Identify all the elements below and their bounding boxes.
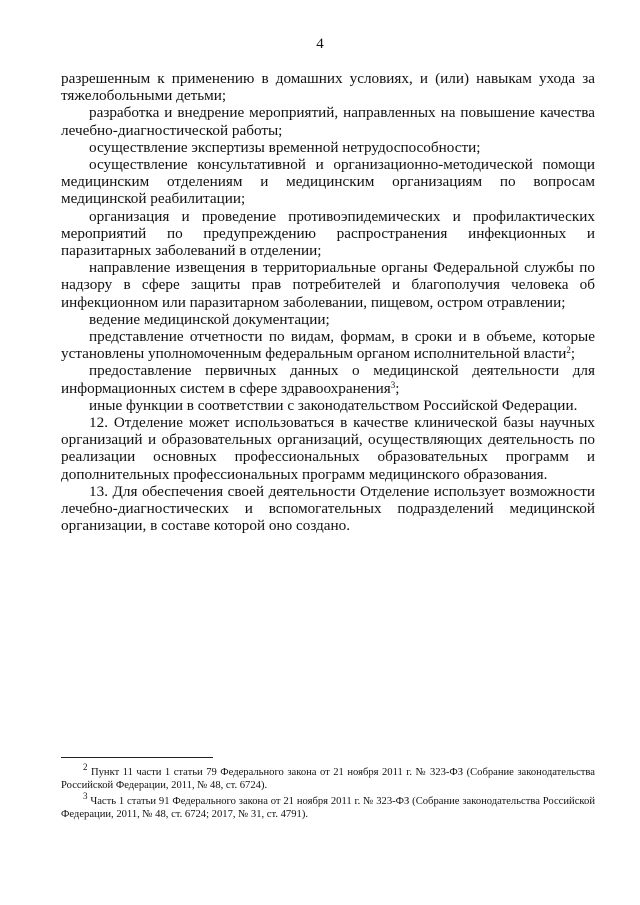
footnote-3: [61, 790, 595, 822]
footnote-ref-2[interactable]: 2: [566, 345, 571, 356]
footnote-ref-3[interactable]: 3: [390, 379, 396, 390]
paragraph-primary-data: [61, 362, 595, 396]
footnotes: [61, 762, 595, 824]
footnote-separator: [61, 757, 213, 758]
footnote-3-text: Часть 1 статьи 91 Федерального закона от 21 ноября 2011 г. № 323-ФЗ (Собрание законодательства Российской Федерации, 2011, № 48, ст. 6724; 2017, № 31, ст. 4791).: [61, 795, 595, 821]
footnote-2: [61, 762, 595, 793]
footnote-3-marker: 3: [83, 790, 88, 801]
paragraph-reporting: [61, 328, 595, 362]
footnote-2-text: Пункт 11 части 1 статьи 79 Федерального закона от 21 ноября 2011 г. № 323-ФЗ (Собрание законодательства Российской Федерации, 2011, № 48, ст. 6724).: [61, 767, 595, 792]
paragraph-continuation: разрешенным к применению в домашних условиях, и (или) навыкам ухода за тяжелобольными детьми;: [61, 70, 595, 105]
paragraph-disability-expertise: осуществление экспертизы временной нетрудоспособности;: [89, 138, 481, 156]
paragraph-notification: направление извещения в территориальные органы Федеральной службы по надзору в сфере защиты прав потребителей и благополучия человека об инфекционном или паразитарном заболевании, пищевом, остром отравлении;: [61, 259, 595, 311]
footnote-ref-3-tail: ;: [395, 379, 400, 397]
paragraph-consultative-help: осуществление консультативной и организационно-методической помощи медицинским отделениям и медицинским организациям по вопросам медицинской реабилитации;: [61, 156, 595, 208]
paragraph-resources: 13. Для обеспечения своей деятельности Отделение использует возможности лечебно-диагностических и вспомогательных подразделений медицинской организации, в составе которой оно создано.: [61, 482, 595, 535]
footnote-ref-2-tail: ;: [570, 345, 576, 363]
paragraph-primary-data-text: предоставление первичных данных о медицинской деятельности для информационных систем в сфере здравоохранения: [61, 362, 595, 397]
paragraph-epidemic-measures: организация и проведение противоэпидемических и профилактических мероприятий по предупреждению распространения инфекционных и паразитарных заболеваний в отделении;: [61, 207, 595, 260]
paragraph-reporting-text: представление отчетности по видам, формам, в сроки и в объеме, которые установлены уполномоченным федеральным органом исполнительной власти: [61, 328, 595, 363]
paragraph-other-functions: иные функции в соответствии с законодательством Российской Федерации.: [89, 396, 578, 414]
page-number: 4: [316, 36, 324, 52]
document-body: [61, 70, 595, 534]
paragraph-clinical-base: 12. Отделение может использоваться в качестве клинической базы научных организаций и образовательных организаций, осуществляющих деятельность по реализации основных профессиональных образовательных программ и дополнительных профессиональных программ медицинского образования.: [61, 414, 595, 483]
footnote-2-marker: 2: [83, 762, 88, 772]
paragraph-quality-improvement: разработка и внедрение мероприятий, направленных на повышение качества лечебно-диагностической работы;: [61, 104, 595, 139]
paragraph-documentation: ведение медицинской документации;: [89, 310, 330, 328]
